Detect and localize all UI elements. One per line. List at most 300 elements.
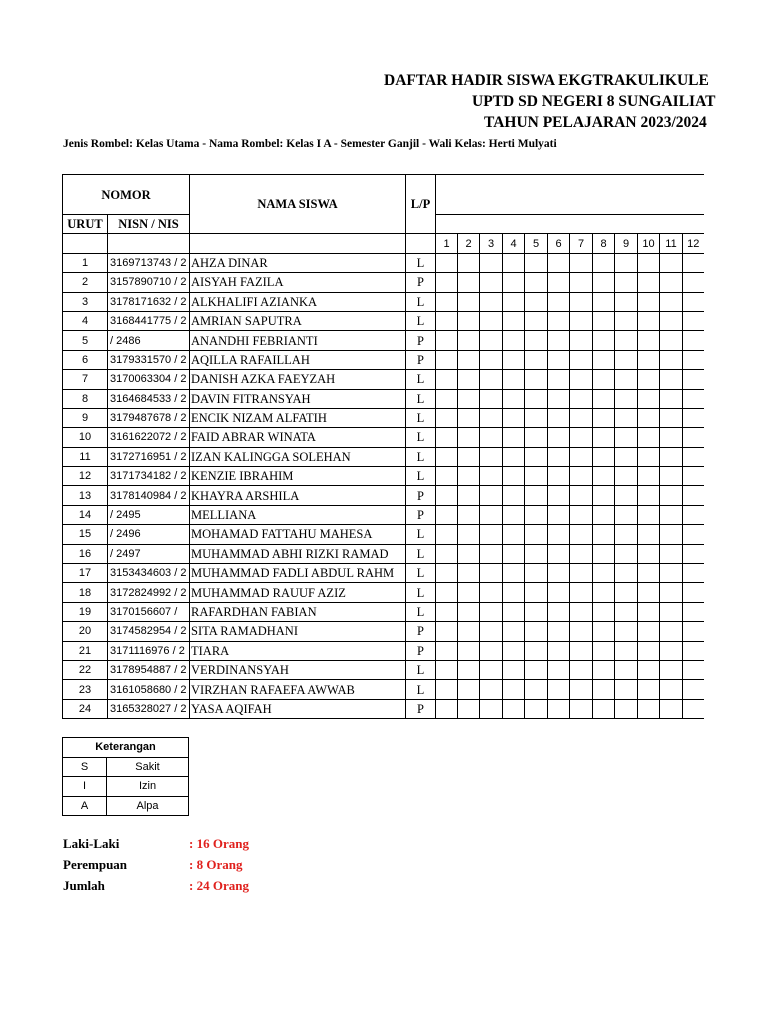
attendance-cell[interactable] — [525, 486, 548, 505]
attendance-cell[interactable] — [480, 311, 503, 330]
attendance-cell[interactable] — [503, 389, 525, 408]
attendance-cell[interactable] — [638, 544, 660, 563]
attendance-cell[interactable] — [458, 680, 480, 699]
attendance-cell[interactable] — [525, 331, 548, 350]
attendance-cell[interactable] — [615, 331, 638, 350]
attendance-cell[interactable] — [615, 583, 638, 602]
attendance-cell[interactable] — [593, 253, 615, 272]
attendance-cell[interactable] — [638, 292, 660, 311]
attendance-cell[interactable] — [548, 389, 570, 408]
attendance-cell[interactable] — [503, 525, 525, 544]
attendance-cell[interactable] — [570, 253, 593, 272]
attendance-cell[interactable] — [660, 428, 683, 447]
attendance-cell[interactable] — [480, 602, 503, 621]
attendance-cell[interactable] — [615, 389, 638, 408]
attendance-cell[interactable] — [638, 311, 660, 330]
attendance-cell[interactable] — [593, 699, 615, 718]
attendance-cell[interactable] — [458, 408, 480, 427]
attendance-cell[interactable] — [683, 622, 704, 641]
attendance-cell[interactable] — [570, 660, 593, 679]
attendance-cell[interactable] — [458, 622, 480, 641]
attendance-cell[interactable] — [593, 680, 615, 699]
attendance-cell[interactable] — [683, 699, 704, 718]
attendance-cell[interactable] — [570, 583, 593, 602]
attendance-cell[interactable] — [525, 311, 548, 330]
attendance-cell[interactable] — [593, 447, 615, 466]
attendance-cell[interactable] — [615, 622, 638, 641]
attendance-cell[interactable] — [660, 253, 683, 272]
attendance-cell[interactable] — [548, 273, 570, 292]
attendance-cell[interactable] — [683, 370, 704, 389]
attendance-cell[interactable] — [548, 253, 570, 272]
attendance-cell[interactable] — [638, 602, 660, 621]
attendance-cell[interactable] — [570, 408, 593, 427]
attendance-cell[interactable] — [436, 273, 458, 292]
attendance-cell[interactable] — [458, 660, 480, 679]
attendance-cell[interactable] — [458, 350, 480, 369]
attendance-cell[interactable] — [436, 525, 458, 544]
attendance-cell[interactable] — [503, 486, 525, 505]
attendance-cell[interactable] — [525, 641, 548, 660]
attendance-cell[interactable] — [660, 350, 683, 369]
attendance-cell[interactable] — [593, 525, 615, 544]
attendance-cell[interactable] — [525, 428, 548, 447]
summary-label: Perempuan — [63, 857, 128, 872]
attendance-cell[interactable] — [503, 505, 525, 524]
attendance-cell[interactable] — [548, 408, 570, 427]
attendance-cell[interactable] — [660, 311, 683, 330]
attendance-cell[interactable] — [503, 602, 525, 621]
attendance-cell[interactable] — [660, 370, 683, 389]
attendance-cell[interactable] — [548, 583, 570, 602]
attendance-cell[interactable] — [436, 602, 458, 621]
attendance-cell[interactable] — [638, 622, 660, 641]
attendance-cell[interactable] — [683, 389, 704, 408]
attendance-cell[interactable] — [593, 564, 615, 583]
attendance-cell[interactable] — [548, 660, 570, 679]
attendance-cell[interactable] — [615, 564, 638, 583]
attendance-cell[interactable] — [615, 350, 638, 369]
attendance-cell[interactable] — [593, 467, 615, 486]
attendance-cell[interactable] — [593, 292, 615, 311]
attendance-cell[interactable] — [660, 447, 683, 466]
attendance-cell[interactable] — [480, 622, 503, 641]
attendance-cell[interactable] — [548, 486, 570, 505]
attendance-cell[interactable] — [615, 660, 638, 679]
attendance-cell[interactable] — [570, 641, 593, 660]
attendance-cell[interactable] — [638, 467, 660, 486]
attendance-cell[interactable] — [503, 331, 525, 350]
attendance-cell[interactable] — [683, 273, 704, 292]
attendance-cell[interactable] — [660, 525, 683, 544]
attendance-cell[interactable] — [548, 602, 570, 621]
attendance-cell[interactable] — [480, 486, 503, 505]
attendance-cell[interactable] — [593, 505, 615, 524]
attendance-cell[interactable] — [503, 660, 525, 679]
attendance-cell[interactable] — [683, 331, 704, 350]
attendance-cell[interactable] — [660, 641, 683, 660]
attendance-cell[interactable] — [638, 253, 660, 272]
attendance-cell[interactable] — [660, 486, 683, 505]
attendance-cell[interactable] — [503, 292, 525, 311]
attendance-cell[interactable] — [683, 486, 704, 505]
attendance-cell[interactable] — [683, 350, 704, 369]
attendance-cell[interactable] — [525, 583, 548, 602]
attendance-cell[interactable] — [593, 428, 615, 447]
attendance-cell[interactable] — [436, 564, 458, 583]
attendance-cell[interactable] — [503, 273, 525, 292]
attendance-cell[interactable] — [638, 389, 660, 408]
attendance-cell[interactable] — [548, 428, 570, 447]
attendance-cell[interactable] — [615, 253, 638, 272]
attendance-cell[interactable] — [525, 505, 548, 524]
attendance-cell[interactable] — [660, 660, 683, 679]
attendance-cell[interactable] — [683, 544, 704, 563]
attendance-cell[interactable] — [503, 428, 525, 447]
attendance-cell[interactable] — [525, 525, 548, 544]
attendance-cell[interactable] — [480, 447, 503, 466]
attendance-cell[interactable] — [480, 253, 503, 272]
attendance-cell[interactable] — [525, 699, 548, 718]
attendance-cell[interactable] — [683, 660, 704, 679]
attendance-cell[interactable] — [660, 680, 683, 699]
attendance-cell[interactable] — [638, 447, 660, 466]
attendance-cell[interactable] — [436, 505, 458, 524]
attendance-cell[interactable] — [660, 467, 683, 486]
attendance-cell[interactable] — [503, 680, 525, 699]
attendance-cell[interactable] — [548, 641, 570, 660]
attendance-cell[interactable] — [570, 564, 593, 583]
attendance-cell[interactable] — [458, 467, 480, 486]
attendance-cell[interactable] — [593, 350, 615, 369]
row-number: 3 — [63, 292, 108, 311]
attendance-cell[interactable] — [436, 583, 458, 602]
attendance-cell[interactable] — [525, 292, 548, 311]
attendance-cell[interactable] — [570, 467, 593, 486]
attendance-cell[interactable] — [638, 583, 660, 602]
attendance-cell[interactable] — [503, 253, 525, 272]
attendance-cell[interactable] — [436, 389, 458, 408]
attendance-cell[interactable] — [570, 447, 593, 466]
attendance-cell[interactable] — [436, 467, 458, 486]
attendance-cell[interactable] — [436, 544, 458, 563]
attendance-cell[interactable] — [436, 486, 458, 505]
attendance-cell[interactable] — [615, 486, 638, 505]
attendance-cell[interactable] — [548, 447, 570, 466]
attendance-cell[interactable] — [436, 447, 458, 466]
attendance-cell[interactable] — [548, 370, 570, 389]
attendance-cell[interactable] — [683, 447, 704, 466]
attendance-cell[interactable] — [458, 641, 480, 660]
attendance-cell[interactable] — [593, 273, 615, 292]
attendance-cell[interactable] — [480, 641, 503, 660]
attendance-cell[interactable] — [570, 602, 593, 621]
attendance-cell[interactable] — [480, 350, 503, 369]
attendance-cell[interactable] — [683, 292, 704, 311]
attendance-cell[interactable] — [570, 544, 593, 563]
attendance-cell[interactable] — [503, 311, 525, 330]
attendance-cell[interactable] — [570, 699, 593, 718]
attendance-cell[interactable] — [638, 408, 660, 427]
attendance-cell[interactable] — [480, 564, 503, 583]
attendance-cell[interactable] — [548, 350, 570, 369]
attendance-cell[interactable] — [660, 292, 683, 311]
table-row — [63, 622, 704, 641]
attendance-cell[interactable] — [525, 602, 548, 621]
table-row — [63, 467, 704, 486]
attendance-cell[interactable] — [436, 660, 458, 679]
attendance-cell[interactable] — [683, 602, 704, 621]
attendance-cell[interactable] — [436, 680, 458, 699]
attendance-cell[interactable] — [458, 447, 480, 466]
attendance-cell[interactable] — [525, 389, 548, 408]
attendance-cell[interactable] — [436, 311, 458, 330]
attendance-cell[interactable] — [548, 311, 570, 330]
attendance-cell[interactable] — [436, 622, 458, 641]
attendance-cell[interactable] — [548, 467, 570, 486]
attendance-cell[interactable] — [683, 641, 704, 660]
attendance-cell[interactable] — [593, 544, 615, 563]
attendance-cell[interactable] — [660, 602, 683, 621]
attendance-cell[interactable] — [548, 331, 570, 350]
attendance-cell[interactable] — [503, 564, 525, 583]
attendance-cell[interactable] — [480, 505, 503, 524]
attendance-cell[interactable] — [480, 408, 503, 427]
attendance-cell[interactable] — [593, 622, 615, 641]
attendance-cell[interactable] — [683, 253, 704, 272]
attendance-cell[interactable] — [638, 564, 660, 583]
attendance-cell[interactable] — [525, 273, 548, 292]
attendance-cell[interactable] — [480, 389, 503, 408]
attendance-cell[interactable] — [660, 408, 683, 427]
gender-cell: P — [406, 331, 436, 350]
attendance-cell[interactable] — [458, 428, 480, 447]
attendance-cell[interactable] — [458, 505, 480, 524]
attendance-cell[interactable] — [638, 350, 660, 369]
attendance-cell[interactable] — [660, 331, 683, 350]
attendance-cell[interactable] — [458, 331, 480, 350]
attendance-cell[interactable] — [480, 273, 503, 292]
attendance-cell[interactable] — [570, 273, 593, 292]
attendance-cell[interactable] — [480, 331, 503, 350]
attendance-cell[interactable] — [593, 660, 615, 679]
attendance-cell[interactable] — [593, 311, 615, 330]
attendance-cell[interactable] — [660, 564, 683, 583]
attendance-cell[interactable] — [525, 370, 548, 389]
attendance-cell[interactable] — [615, 602, 638, 621]
attendance-cell[interactable] — [525, 253, 548, 272]
attendance-cell[interactable] — [458, 699, 480, 718]
attendance-cell[interactable] — [615, 447, 638, 466]
attendance-cell[interactable] — [615, 428, 638, 447]
attendance-cell[interactable] — [458, 602, 480, 621]
attendance-cell[interactable] — [660, 699, 683, 718]
attendance-cell[interactable] — [615, 273, 638, 292]
attendance-cell[interactable] — [638, 486, 660, 505]
attendance-cell[interactable] — [548, 699, 570, 718]
attendance-cell[interactable] — [660, 505, 683, 524]
attendance-cell[interactable] — [683, 505, 704, 524]
attendance-cell[interactable] — [458, 311, 480, 330]
day-number-11: 11 — [660, 234, 683, 253]
attendance-cell[interactable] — [503, 641, 525, 660]
attendance-cell[interactable] — [503, 370, 525, 389]
attendance-cell[interactable] — [548, 680, 570, 699]
gender-cell: L — [406, 292, 436, 311]
attendance-cell[interactable] — [570, 525, 593, 544]
attendance-cell[interactable] — [503, 699, 525, 718]
attendance-cell[interactable] — [525, 467, 548, 486]
attendance-cell[interactable] — [436, 331, 458, 350]
attendance-cell[interactable] — [503, 544, 525, 563]
attendance-cell[interactable] — [503, 447, 525, 466]
day-number-8: 8 — [593, 234, 615, 253]
blank-cell — [190, 234, 406, 253]
attendance-cell[interactable] — [638, 699, 660, 718]
attendance-cell[interactable] — [525, 660, 548, 679]
attendance-cell[interactable] — [638, 525, 660, 544]
attendance-cell[interactable] — [570, 680, 593, 699]
attendance-cell[interactable] — [458, 370, 480, 389]
attendance-cell[interactable] — [548, 525, 570, 544]
attendance-cell[interactable] — [615, 544, 638, 563]
attendance-cell[interactable] — [660, 389, 683, 408]
attendance-cell[interactable] — [570, 350, 593, 369]
attendance-cell[interactable] — [570, 428, 593, 447]
attendance-cell[interactable] — [570, 331, 593, 350]
attendance-cell[interactable] — [638, 273, 660, 292]
attendance-cell[interactable] — [436, 292, 458, 311]
attendance-cell[interactable] — [458, 564, 480, 583]
attendance-cell[interactable] — [458, 273, 480, 292]
attendance-cell[interactable] — [683, 467, 704, 486]
attendance-cell[interactable] — [615, 370, 638, 389]
attendance-cell[interactable] — [660, 583, 683, 602]
attendance-cell[interactable] — [615, 292, 638, 311]
attendance-cell[interactable] — [436, 428, 458, 447]
attendance-cell[interactable] — [503, 583, 525, 602]
attendance-cell[interactable] — [525, 564, 548, 583]
attendance-cell[interactable] — [638, 428, 660, 447]
attendance-cell[interactable] — [570, 389, 593, 408]
attendance-cell[interactable] — [480, 467, 503, 486]
attendance-cell[interactable] — [548, 622, 570, 641]
attendance-cell[interactable] — [480, 680, 503, 699]
attendance-cell[interactable] — [436, 408, 458, 427]
attendance-cell[interactable] — [548, 564, 570, 583]
attendance-cell[interactable] — [593, 641, 615, 660]
attendance-cell[interactable] — [638, 660, 660, 679]
attendance-cell[interactable] — [458, 525, 480, 544]
attendance-cell[interactable] — [593, 389, 615, 408]
attendance-cell[interactable] — [480, 660, 503, 679]
attendance-cell[interactable] — [660, 544, 683, 563]
attendance-cell[interactable] — [638, 680, 660, 699]
attendance-cell[interactable] — [503, 408, 525, 427]
attendance-cell[interactable] — [615, 699, 638, 718]
attendance-cell[interactable] — [548, 544, 570, 563]
attendance-cell[interactable] — [638, 641, 660, 660]
attendance-cell[interactable] — [480, 292, 503, 311]
attendance-cell[interactable] — [683, 680, 704, 699]
attendance-cell[interactable] — [525, 622, 548, 641]
attendance-cell[interactable] — [480, 699, 503, 718]
attendance-cell[interactable] — [570, 292, 593, 311]
attendance-cell[interactable] — [503, 622, 525, 641]
attendance-cell[interactable] — [480, 370, 503, 389]
attendance-cell[interactable] — [593, 486, 615, 505]
attendance-cell[interactable] — [615, 641, 638, 660]
attendance-cell[interactable] — [458, 389, 480, 408]
attendance-cell[interactable] — [570, 486, 593, 505]
attendance-cell[interactable] — [458, 583, 480, 602]
attendance-cell[interactable] — [615, 505, 638, 524]
attendance-cell[interactable] — [458, 292, 480, 311]
attendance-cell[interactable] — [660, 273, 683, 292]
attendance-cell[interactable] — [570, 622, 593, 641]
attendance-cell[interactable] — [548, 505, 570, 524]
attendance-cell[interactable] — [593, 602, 615, 621]
attendance-cell[interactable] — [638, 331, 660, 350]
attendance-cell[interactable] — [638, 370, 660, 389]
attendance-cell[interactable] — [638, 505, 660, 524]
nisn-cell: 3170063304 / 2 — [108, 370, 190, 389]
attendance-cell[interactable] — [503, 350, 525, 369]
attendance-cell[interactable] — [480, 428, 503, 447]
attendance-cell[interactable] — [525, 544, 548, 563]
attendance-cell[interactable] — [615, 311, 638, 330]
attendance-cell[interactable] — [660, 622, 683, 641]
attendance-cell[interactable] — [683, 408, 704, 427]
attendance-cell[interactable] — [548, 292, 570, 311]
attendance-cell[interactable] — [570, 311, 593, 330]
attendance-cell[interactable] — [593, 408, 615, 427]
attendance-cell[interactable] — [683, 525, 704, 544]
attendance-cell[interactable] — [593, 331, 615, 350]
attendance-cell[interactable] — [525, 680, 548, 699]
attendance-cell[interactable] — [593, 370, 615, 389]
attendance-cell[interactable] — [615, 680, 638, 699]
attendance-cell[interactable] — [503, 467, 525, 486]
attendance-cell[interactable] — [525, 408, 548, 427]
attendance-cell[interactable] — [480, 583, 503, 602]
student-name: YASA AQIFAH — [190, 699, 406, 718]
attendance-cell[interactable] — [458, 486, 480, 505]
attendance-cell[interactable] — [525, 447, 548, 466]
attendance-cell[interactable] — [458, 544, 480, 563]
attendance-cell[interactable] — [436, 641, 458, 660]
attendance-cell[interactable] — [615, 525, 638, 544]
attendance-cell[interactable] — [615, 467, 638, 486]
attendance-cell[interactable] — [436, 350, 458, 369]
row-number: 6 — [63, 350, 108, 369]
attendance-cell[interactable] — [436, 253, 458, 272]
attendance-cell[interactable] — [683, 583, 704, 602]
attendance-cell[interactable] — [683, 564, 704, 583]
attendance-cell[interactable] — [683, 428, 704, 447]
attendance-cell[interactable] — [436, 370, 458, 389]
attendance-cell[interactable] — [683, 311, 704, 330]
attendance-cell[interactable] — [436, 699, 458, 718]
attendance-cell[interactable] — [458, 253, 480, 272]
attendance-cell[interactable] — [480, 544, 503, 563]
attendance-cell[interactable] — [525, 350, 548, 369]
attendance-cell[interactable] — [593, 583, 615, 602]
attendance-cell[interactable] — [480, 525, 503, 544]
attendance-cell[interactable] — [570, 505, 593, 524]
attendance-cell[interactable] — [615, 408, 638, 427]
attendance-cell[interactable] — [570, 370, 593, 389]
